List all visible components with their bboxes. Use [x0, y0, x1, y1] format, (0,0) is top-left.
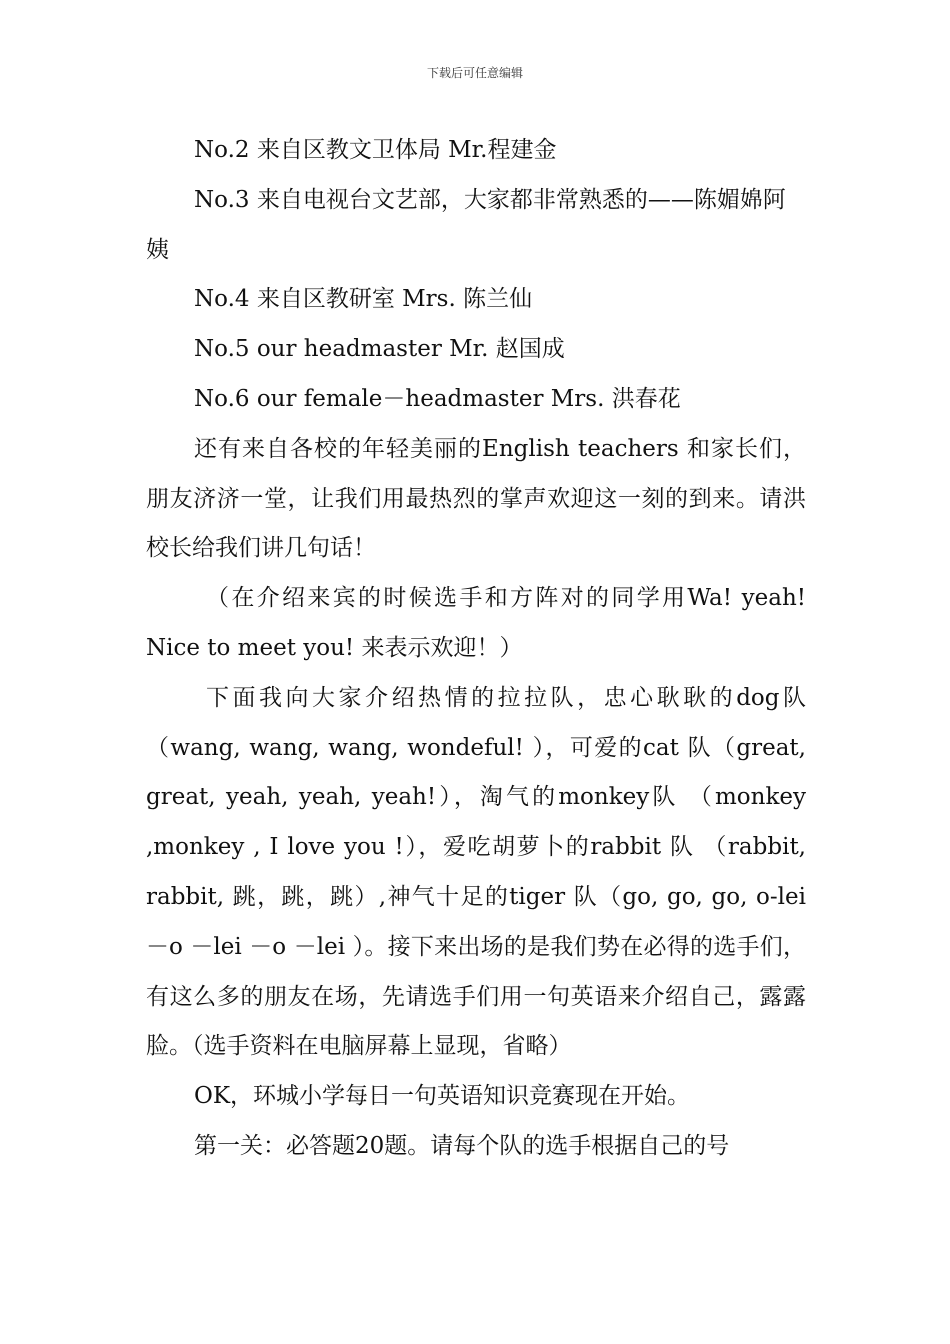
- paragraph-guest-4: No.4 来自区教研室 Mrs. 陈兰仙: [194, 286, 533, 313]
- document-body: [146, 126, 806, 1172]
- paragraph-cheer-teams: 下面我向大家介绍热情的拉拉队，忠心耿耿的dog队（wang, wang, wang, wondeful! ），可爱的cat 队（great, great, yeah, yeah, yeah!），淘气的monkey队 （monkey ,monkey , I love you !），爱吃胡萝卜的rabbit 队 （rabbit, rabbit, 跳，跳，跳）,神气十足的tiger 队（go, go, go, o-lei －o －lei －o －lei ）。接下来出场的是我们势在必得的选手们，有这么多的朋友在场，先请选手们用一句英语来介绍自己，露露脸。（选手资料在电脑屏幕上显现，省略）: [146, 684, 806, 1060]
- page-header: 下载后可任意编辑: [426, 66, 523, 80]
- paragraph-round-one: 第一关：必答题20题。请每个队的选手根据自己的号: [194, 1132, 730, 1159]
- paragraph-start: OK，环城小学每日一句英语知识竞赛现在开始。: [194, 1083, 691, 1110]
- paragraph-guest-5: No.5 our headmaster Mr. 赵国成: [194, 336, 565, 363]
- paragraph-guest-2: No.2 来自区教文卫体局 Mr.程建金: [194, 137, 557, 163]
- paragraph-welcome: 还有来自各校的年轻美丽的English teachers 和家长们，朋友济济一堂，让我们用最热烈的掌声欢迎这一刻的到来。请洪校长给我们讲几句话！: [146, 435, 806, 562]
- paragraph-note: （在介绍来宾的时候选手和方阵对的同学用Wa! yeah! Nice to meet you! 来表示欢迎！）: [146, 585, 806, 661]
- paragraph-guest-3: No.3 来自电视台文艺部，大家都非常熟悉的——陈媚婂阿姨: [146, 186, 786, 263]
- paragraph-guest-6: No.6 our female－headmaster Mrs. 洪春花: [194, 385, 681, 412]
